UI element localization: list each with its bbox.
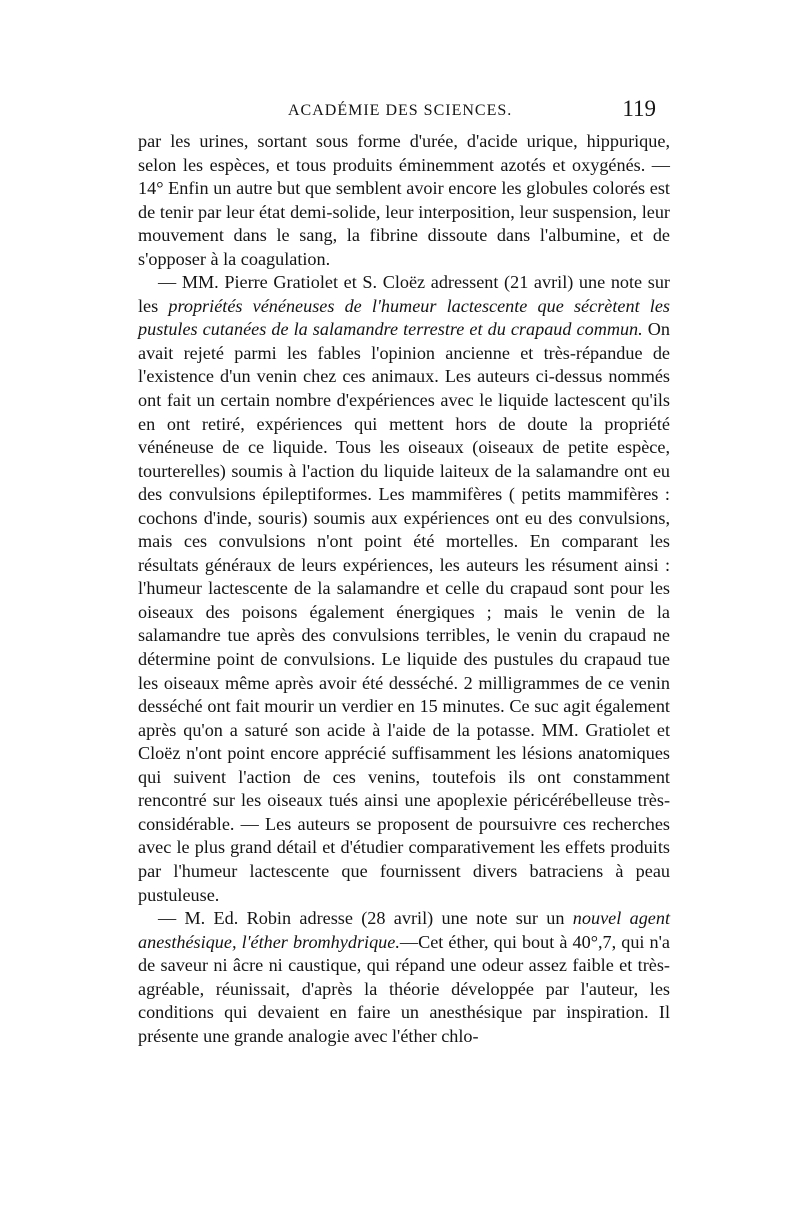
book-page — [138, 96, 670, 1048]
paragraph-text: — M. Ed. Robin adresse (28 avril) une note sur un — [158, 908, 573, 929]
paragraph-salamander-venom — [138, 271, 670, 907]
paragraph-blood-globules — [138, 130, 670, 271]
page-number: 119 — [622, 96, 656, 121]
note-title-italic: nouvel agent anesthésique, l'éther bromhydrique. — [138, 908, 671, 952]
body-text — [138, 130, 670, 1048]
running-head: ACADÉMIE DES SCIENCES. — [288, 102, 513, 119]
paragraph-anesthetic-agent — [138, 907, 670, 1048]
paragraph-text: par les urines, sortant sous forme d'urée, d'acide urique, hippurique, selon les espèces, et tous produits éminemment azotés et oxygénés. — 14° Enfin un autre but que semblent avoir encore les globules colorés est de tenir par leur état demi-solide, leur interposition, leur suspension, leur mouvement dans le sang, la fibrine dissoute dans l'albumine, et de s'opposer à la coagulation. — [138, 131, 670, 269]
page-header — [138, 96, 670, 124]
paragraph-text: —Cet éther, qui bout à 40°,7, qui n'a de saveur ni âcre ni caustique, qui répand une odeur assez faible et très-agréable, réunissait, d'après la théorie développée par l'auteur, les conditions qui devaient en faire un anesthésique par inspiration. Il présente une grande analogie avec l'éther chlo- — [138, 931, 671, 1046]
paragraph-text: On avait rejeté parmi les fables l'opinion ancienne et très-répandue de l'existence d'un venin chez ces animaux. Les auteurs ci-dessus nommés ont fait un certain nombre d'expériences avec le liquide lactescent qu'ils en ont retiré, expériences qui mettent hors de doute la propriété vénéneuse de ce liquide. Tous les oiseaux (oiseaux de petite espèce, tourterelles) soumis à l'action du liquide laiteux de la salamandre ont eu des convulsions épileptiformes. Les mammifères ( petits mammifères : cochons d'inde, souris) soumis aux expériences ont eu des convulsions, mais ces convulsions n'ont point été mortelles. En comparant les résultats généraux de leurs expériences, les auteurs les résument ainsi : l'humeur lactescente de la salamandre et celle du crapaud sont pour les oiseaux des poisons également énergiques ; mais le venin de la salamandre tue après des convulsions terribles, le venin du crapaud ne détermine point de convulsions. Le liquide des pustules du crapaud tue les oiseaux même après avoir été desséché. 2 milligrammes de ce venin desséché ont fait mourir un verdier en 15 minutes. Ce suc agit également après qu'on a saturé son acide à l'aide de la potasse. MM. Gratiolet et Cloëz n'ont point encore apprécié suffisamment les lésions anatomiques qui suivent l'action de ces venins, toutefois ils ont constamment rencontré sur les oiseaux tués ainsi une apoplexie péricérébelleuse très-considérable. — Les auteurs se proposent de poursuivre ces recherches avec le plus grand détail et d'étudier comparativement les effets produits par l'humeur lactescente que fournissent divers batraciens à peau pustuleuse. — [138, 319, 670, 905]
note-title-italic: propriétés vénéneuses de l'humeur lactescente que sécrètent les pustules cutanées de la salamandre terrestre et du crapaud commun. — [138, 295, 670, 340]
paragraph-text: — MM. Pierre Gratiolet et S. Cloëz adressent (21 avril) une note sur les — [138, 272, 670, 316]
